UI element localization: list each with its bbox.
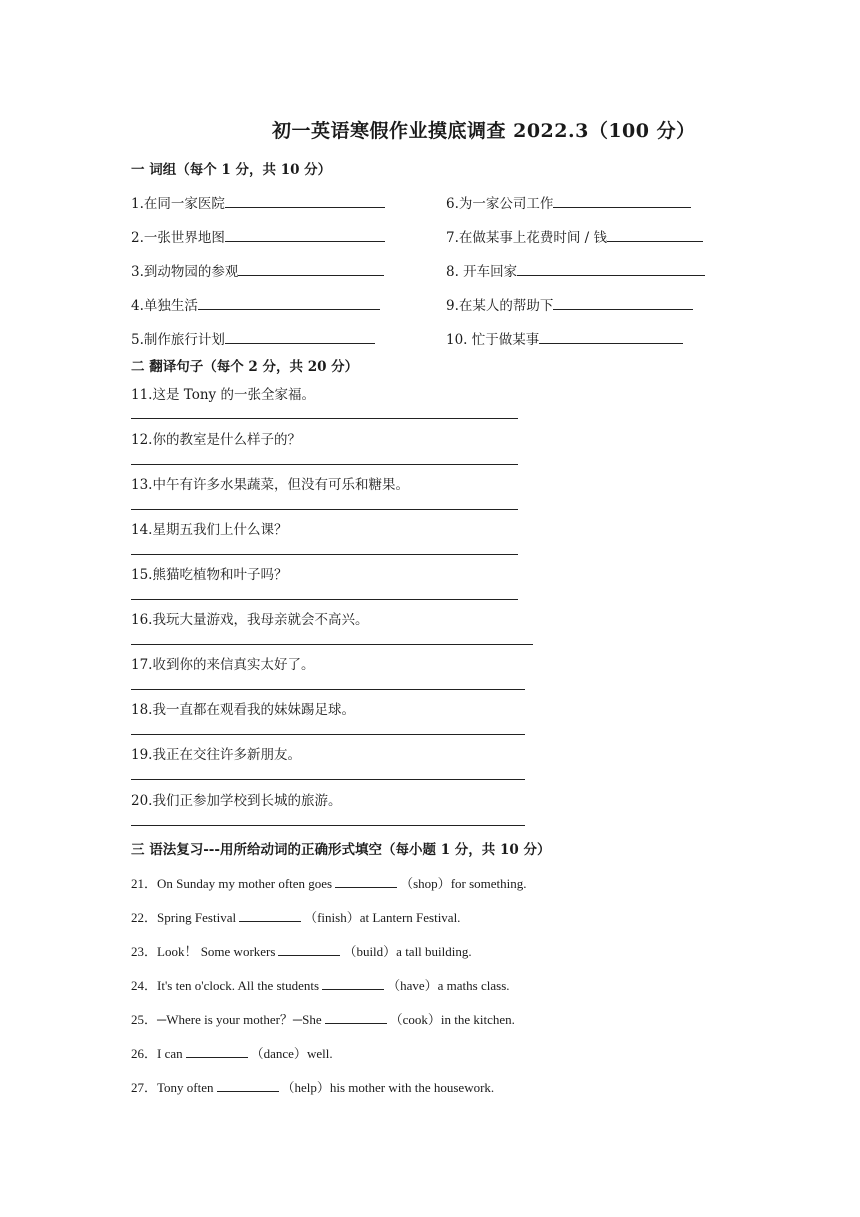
translation-question-12: 12.你的教室是什么样子的？ [131,432,301,448]
answer-blank[interactable] [239,909,301,922]
phrase-item-3 [131,260,384,280]
question-stem: 24．It's ten o'clock. All the students [131,978,320,993]
phrase-label: 4.单独生活 [131,298,198,314]
verb-hint: （help） [281,1080,330,1095]
question-stem: 23．Look！ Some workers [131,944,276,959]
question-stem: 27．Tony often [131,1080,214,1095]
translation-answer-line[interactable] [131,689,525,690]
grammar-question-24 [131,975,510,994]
answer-blank[interactable] [553,295,693,310]
translation-question-14: 14.星期五我们上什么课？ [131,522,288,538]
translation-question-17: 17.收到你的来信真实太好了。 [131,657,315,673]
phrase-item-10 [446,328,683,348]
translation-answer-line[interactable] [131,644,533,645]
answer-blank[interactable] [322,977,384,990]
translation-answer-line[interactable] [131,554,518,555]
phrase-item-9 [446,294,693,314]
phrase-label: 10. 忙于做某事 [446,332,540,348]
answer-blank[interactable] [278,943,340,956]
grammar-question-25 [131,1009,515,1028]
answer-blank[interactable] [217,1079,279,1092]
question-tail: at Lantern Festival. [359,910,461,925]
phrase-item-5 [131,328,375,348]
answer-blank[interactable] [238,261,384,276]
translation-question-15: 15.熊猫吃植物和叶子吗？ [131,567,288,583]
translation-answer-line[interactable] [131,464,518,465]
question-stem: 22．Spring Festival [131,910,237,925]
question-tail: for something. [450,876,527,891]
phrase-label: 6.为一家公司工作 [446,196,554,212]
translation-answer-line[interactable] [131,599,518,600]
question-tail: well. [306,1046,333,1061]
verb-hint: （dance） [250,1046,307,1061]
verb-hint: （finish） [304,910,360,925]
translation-question-18: 18.我一直都在观看我的妹妹踢足球。 [131,702,355,718]
phrase-label: 2.一张世界地图 [131,230,225,246]
phrase-item-2 [131,226,385,246]
translation-answer-line[interactable] [131,825,525,826]
phrase-item-7 [446,226,703,246]
verb-hint: （have） [387,978,438,993]
section-3-heading: 三 语法复习---用所给动词的正确形式填空（每小题 1 分，共 10 分） [131,842,551,858]
answer-blank[interactable] [539,329,683,344]
answer-blank[interactable] [553,193,691,208]
phrase-label: 5.制作旅行计划 [131,332,225,348]
answer-blank[interactable] [325,1011,387,1024]
question-tail: his mother with the housework. [329,1080,495,1095]
answer-blank[interactable] [225,329,375,344]
question-stem: 25．─Where is your mother？─She [131,1012,322,1027]
phrase-label: 3.到动物园的参观 [131,264,239,280]
phrase-item-8 [446,260,705,280]
answer-blank[interactable] [335,875,397,888]
answer-blank[interactable] [607,227,703,242]
translation-answer-line[interactable] [131,779,525,780]
phrase-item-1 [131,192,385,212]
grammar-question-26 [131,1043,333,1062]
answer-blank[interactable] [225,227,385,242]
answer-blank[interactable] [517,261,705,276]
grammar-question-21 [131,873,527,892]
section-2-heading: 二 翻译句子（每个 2 分，共 20 分） [131,359,359,375]
phrase-label: 8. 开车回家 [446,264,518,280]
verb-hint: （cook） [389,1012,441,1027]
translation-question-20: 20.我们正参加学校到长城的旅游。 [131,793,342,809]
translation-question-19: 19.我正在交往许多新朋友。 [131,747,301,763]
phrase-label: 9.在某人的帮助下 [446,298,554,314]
translation-question-13: 13.中午有许多水果蔬菜，但没有可乐和糖果。 [131,477,409,493]
translation-answer-line[interactable] [131,418,518,419]
phrase-label: 1.在同一家医院 [131,196,225,212]
question-stem: 21．On Sunday my mother often goes [131,876,333,891]
grammar-question-22 [131,907,460,926]
question-tail: a tall building. [396,944,472,959]
answer-blank[interactable] [186,1045,248,1058]
section-1-heading: 一 词组（每个 1 分，共 10 分） [131,162,332,178]
translation-question-16: 16.我玩大量游戏，我母亲就会不高兴。 [131,612,369,628]
grammar-question-27 [131,1077,494,1096]
grammar-question-23 [131,941,472,960]
answer-blank[interactable] [225,193,385,208]
translation-answer-line[interactable] [131,734,525,735]
translation-answer-line[interactable] [131,509,518,510]
verb-hint: （shop） [400,876,451,891]
phrase-item-4 [131,294,380,314]
verb-hint: （build） [343,944,397,959]
translation-question-11: 11.这是 Tony 的一张全家福。 [131,387,315,403]
question-stem: 26．I can [131,1046,183,1061]
question-tail: in the kitchen. [440,1012,515,1027]
phrase-item-6 [446,192,691,212]
question-tail: a maths class. [437,978,510,993]
page-title: 初一英语寒假作业摸底调查 2022.3（100 分） [272,120,696,142]
phrase-label: 7.在做某事上花费时间 / 钱 [446,230,608,246]
answer-blank[interactable] [198,295,380,310]
